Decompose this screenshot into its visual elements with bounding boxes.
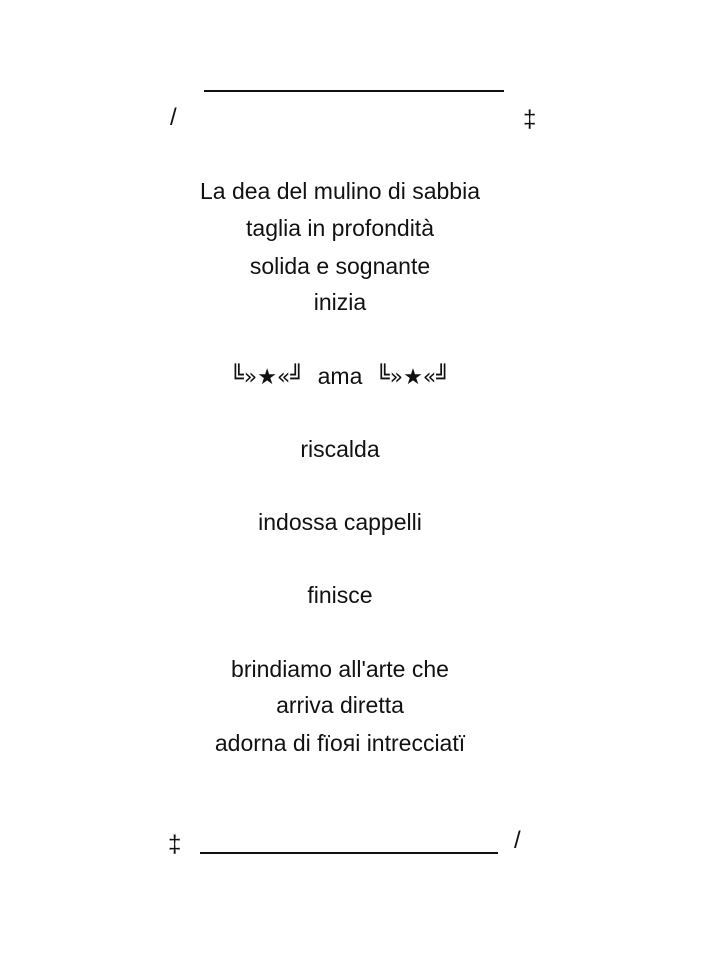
ornament-right: ╚»★«╝ (376, 365, 450, 390)
poem-line-last-2: arriva diretta (276, 692, 404, 718)
poem-line-last-3: adorna di fïoяi intrecciatï (214, 730, 466, 756)
poem-line-last-1: brindiamo all'arte che (231, 656, 449, 682)
bottom-rule (200, 852, 498, 854)
top-rule (204, 90, 504, 92)
poem-line-2: taglia in profondità (246, 215, 434, 241)
poem-line-1: La dea del mulino di sabbia (199, 178, 481, 204)
poem-line-4: inizia (313, 289, 367, 315)
poem-line-riscalda: riscalda (300, 436, 380, 462)
ornament-word: ama (317, 363, 363, 389)
poem-line-3: solida e sognante (249, 253, 431, 279)
ornament-row (0, 362, 680, 392)
ornament-left: ╚»★«╝ (230, 365, 304, 390)
bottom-right-slash: / (514, 827, 521, 854)
top-right-dagger: ‡ (523, 106, 537, 133)
top-left-slash: / (170, 104, 177, 131)
poem-line-finisce: finisce (307, 582, 373, 608)
poem-line-indossa: indossa cappelli (258, 509, 422, 535)
bottom-left-dagger: ‡ (168, 831, 182, 858)
